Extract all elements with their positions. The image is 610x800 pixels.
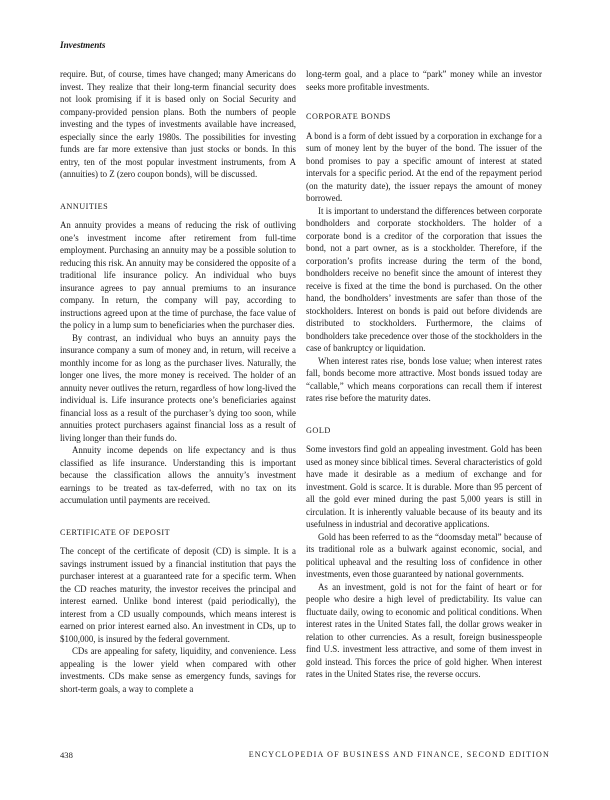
paragraph: It is important to understand the differences between corporate bondholders and corporate stockholders. The holder of a corporate bond is a creditor of the corporation that issues the bond, not a part owner, as is a stockholder. Therefore, if the corporation’s profits increase during the term of the bond, bondholders receive no benefit since the amount of interest they receive is fixed at the time the bond is purchased. On the other hand, the bondholders’ investments are safer than those of the stockholders. Interest on bonds is paid out before dividends are distributed to stockholders. Furthermore, the claims of bondholders take precedence over those of the stockholders in the case of bankruptcy or liquidation.: [306, 205, 542, 353]
page-number: 438: [60, 750, 73, 760]
right-column: [306, 68, 542, 681]
section-heading-corporate-bonds: CORPORATE BONDS: [306, 112, 392, 121]
section-heading-gold: GOLD: [306, 425, 331, 435]
paragraph: The concept of the certificate of deposit (CD) is simple. It is a savings instrument issued by a financial institution that pays the purchaser interest at a guaranteed rate for a specific term. When the CD reaches maturity, the investor receives the principal and interest earned. Unlike bond interest (paid periodically), the interest from a CD usually compounds, which means interest is earned on prior interest earned also. An investment in CDs, up to $100,000, is insured by the federal government.: [60, 546, 296, 644]
paragraph: By contrast, an individual who buys an annuity pays the insurance company a sum of money and, in return, will receive a monthly income for as long as the purchaser lives. Naturally, the longer one lives, the more money is received. The holder of an annuity never outlives the return, regardless of how long-lived the individual is. Life insurance protects one’s beneficiaries against financial loss as a result of the purchaser’s dying too soon, while annuities protect purchasers against financial loss as a result of living longer than their funds do.: [60, 332, 296, 443]
paragraph: As an investment, gold is not for the faint of heart or for people who desire a high level of predictability. Its value can fluctuate daily, owing to economic and political conditions. When interest rates in the United States fall, the dollar grows weaker in relation to other currencies. As a result, foreign businesspeople find U.S. investment less attractive, and some of them invest in gold instead. This forces the price of gold higher. When interest rates in the United States rise, the reverse occurs.: [306, 581, 542, 679]
running-head: Investments: [60, 40, 106, 50]
intro-paragraph: require. But, of course, times have changed; many Americans do invest. They realize that their long-term financial security does not look promising if it is based only on Social Security and company-provided pension plans. Both the numbers of people investing and the types of investments available have increased, especially since the early 1980s. The possibilities for investing funds are far more extensive than just stocks or bonds. In this entry, ten of the most popular investment instruments, from A (annuities) to Z (zero coupon bonds), will be discussed.: [60, 69, 296, 179]
paragraph: long-term goal, and a place to “park” money while an investor seeks more profitable investments.: [306, 69, 542, 92]
paragraph: Gold has been referred to as the “doomsday metal” because of its traditional role as a bulwark against economic, social, and political upheaval and the resulting loss of confidence in other investments, even those guaranteed by national governments.: [306, 531, 542, 579]
paragraph: Annuity income depends on life expectancy and is thus classified as life insurance. Understanding this is important because the classification allows the annuity’s investment earnings to be treated as tax-deferred, with no tax on its accumulation until payments are received.: [60, 445, 296, 505]
paragraph: When interest rates rise, bonds lose value; when interest rates fall, bonds become more attractive. Most bonds issued today are “callable,” which means corporations can recall them if interest rates rise before the maturity dates.: [306, 355, 542, 403]
paragraph: A bond is a form of debt issued by a corporation in exchange for a sum of money lent by the buyer of the bond. The issuer of the bond promises to pay a specific amount of interest at stated intervals for a specific period. At the end of the repayment period (on the maturity date), the issuer repays the amount of money borrowed.: [306, 130, 542, 203]
left-column: [60, 68, 296, 695]
section-heading-annuities: ANNUITIES: [60, 201, 109, 211]
paragraph: An annuity provides a means of reducing the risk of outliving one’s investment income after retirement from full-time employment. Purchasing an annuity may be a possible solution to reducing this risk. An annuity may be considered the opposite of a traditional life insurance policy. An individual who buys insurance agrees to pay annual premiums to an insurance company. In return, the company will pay, according to instructions agreed upon at the time of purchase, the face value of the policy in a lump sum to beneficiaries when the purchaser dies.: [60, 220, 296, 330]
book-title: ENCYCLOPEDIA OF BUSINESS AND FINANCE, SECOND EDITION: [248, 750, 550, 759]
paragraph: Some investors find gold an appealing investment. Gold has been used as money since biblical times. Several characteristics of gold have made it desirable as a medium of exchange and for investment. Gold is scarce. It is durable. More than 95 percent of all the gold ever mined during the past 5,000 years is still in circulation. It is inherently valuable because of its beauty and its usefulness in industrial and decorative applications.: [306, 444, 542, 529]
section-heading-certificate-of-deposit: CERTIFICATE OF DEPOSIT: [60, 527, 171, 537]
paragraph: CDs are appealing for safety, liquidity, and convenience. Less appealing is the lower yield when compared with other investments. CDs make sense as emergency funds, savings for short-term goals, a way to complete a: [60, 646, 296, 694]
